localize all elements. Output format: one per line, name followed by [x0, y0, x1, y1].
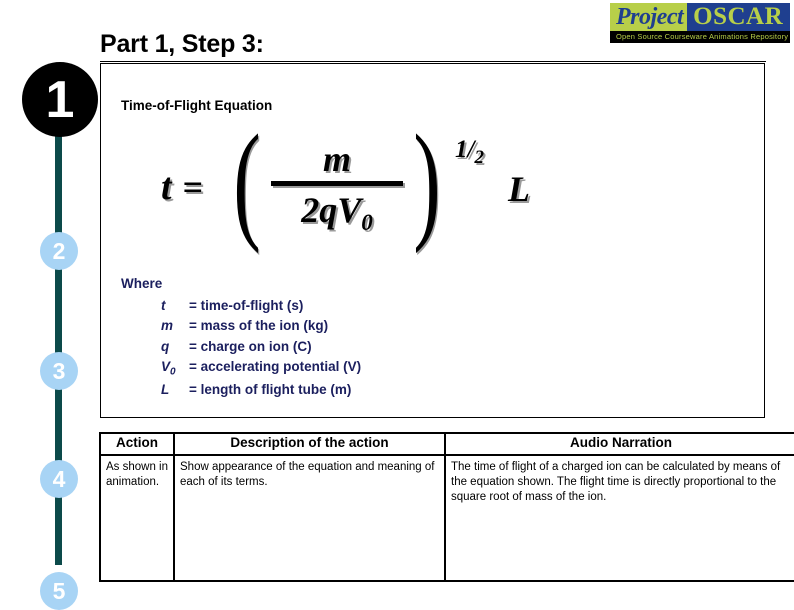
logo-project-word: Project: [610, 3, 687, 31]
variable-symbol: L: [161, 381, 170, 397]
equation-exponent-one-half: [455, 136, 484, 169]
table-body: [100, 455, 794, 581]
variable-symbol-main: V: [161, 359, 171, 375]
equation-open-paren: (: [233, 107, 261, 255]
step-node-5[interactable]: [40, 572, 78, 610]
equation-lhs-symbol: t: [161, 166, 172, 208]
table-row: [100, 455, 794, 581]
column-header-description: Description of the action: [174, 433, 445, 455]
page-title: Part 1, Step 3:: [100, 30, 264, 58]
variable-definition: = mass of the ion (kg): [189, 318, 329, 334]
step-node-1[interactable]: [22, 62, 98, 137]
column-header-action: Action: [100, 433, 174, 455]
equation-equals-sign: =: [182, 167, 204, 207]
equation-heading: Time-of-Flight Equation: [121, 98, 273, 113]
equation-content-panel: [100, 63, 765, 418]
equation-denominator-subscript: 0: [361, 210, 373, 236]
equation-trailing-symbol: L: [507, 169, 530, 209]
step-node-1-label: 1: [45, 70, 75, 129]
equation-denominator-main: 2qV: [301, 189, 362, 230]
variable-definition-row: [161, 357, 361, 380]
project-oscar-logo: [610, 3, 790, 43]
variable-symbol-subscript: 0: [170, 366, 176, 378]
variable-symbol: t: [161, 297, 166, 313]
variable-definitions-list: [121, 274, 361, 400]
variable-definition-row: [161, 380, 361, 401]
step-node-4[interactable]: [40, 460, 78, 498]
where-label: Where: [121, 276, 163, 291]
table-header-row: [100, 433, 794, 455]
equation-fraction: [269, 138, 405, 236]
table-header: [100, 433, 794, 455]
variable-definition: = charge on ion (C): [189, 338, 312, 354]
time-of-flight-equation: [161, 107, 530, 262]
step-navigation-rail: [0, 55, 100, 604]
step-node-2-label: 2: [52, 237, 66, 264]
exponent-numerator: 1: [455, 136, 468, 163]
step-node-3-label: 3: [52, 357, 66, 384]
action-narration-table: [99, 432, 794, 582]
variable-definition-row: [161, 296, 361, 317]
step-node-5-label: 5: [52, 577, 66, 604]
equation-denominator: [301, 186, 373, 236]
equation-numerator: m: [323, 138, 352, 179]
title-underline-rule: [100, 61, 766, 62]
variable-definition-row: [161, 337, 361, 358]
variable-definition-row: [161, 316, 361, 337]
exponent-denominator: 2: [474, 147, 484, 168]
variable-symbol: [161, 357, 189, 380]
cell-action: As shown in animation.: [100, 455, 174, 581]
variable-definition: = time-of-flight (s): [189, 297, 304, 313]
cell-description: Show appearance of the equation and meaning of each of its terms.: [174, 455, 445, 581]
variable-definition: = length of flight tube (m): [189, 381, 352, 397]
exponent-slash: /: [467, 136, 475, 163]
variable-definition: = accelerating potential (V): [189, 359, 362, 375]
equation-close-paren: ): [413, 107, 441, 255]
logo-tagline: Open Source Courseware Animations Repository: [610, 31, 790, 43]
variable-symbol: m: [161, 318, 174, 334]
logo-oscar-word: OSCAR: [687, 3, 790, 31]
step-node-2[interactable]: [40, 232, 78, 270]
step-node-3[interactable]: [40, 352, 78, 390]
variable-symbol: q: [161, 338, 170, 354]
cell-audio-narration: The time of flight of a charged ion can be calculated by means of the equation shown. The flight time is directly proportional to the square root of mass of the ion.: [445, 455, 794, 581]
step-node-4-label: 4: [52, 465, 66, 492]
column-header-audio-narration: Audio Narration: [445, 433, 794, 455]
logo-wordmark-row: [610, 3, 790, 31]
